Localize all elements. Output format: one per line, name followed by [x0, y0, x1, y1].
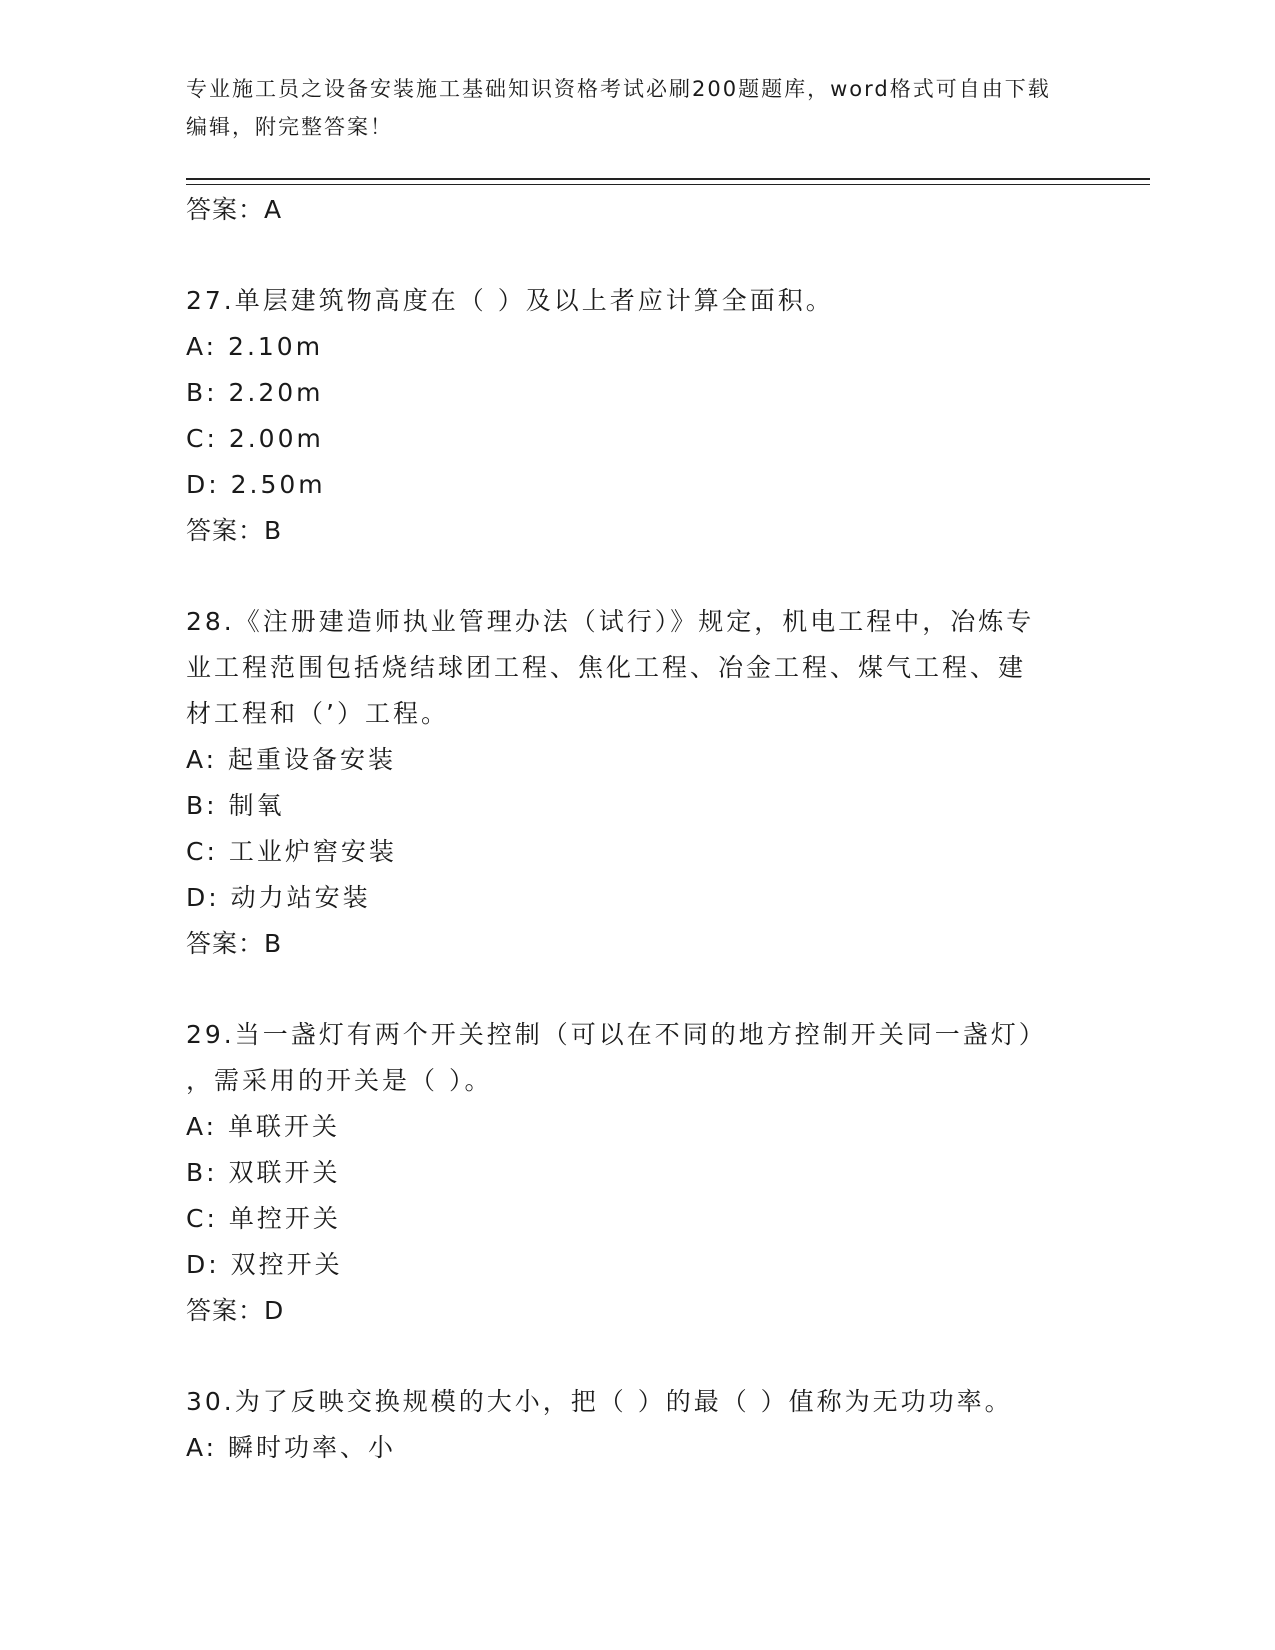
question-stem-line-1: 28.《注册建造师执业管理办法（试行）》规定，机电工程中，冶炼专 [186, 607, 1035, 636]
option-c: C: 工业炉窖安装 [186, 837, 397, 866]
question-stem-line-2: ，需采用的开关是（ ）。 [186, 1066, 493, 1095]
answer-q26: 答案：A [186, 195, 283, 224]
header-rule-thick [186, 178, 1150, 180]
question-27 [186, 278, 1086, 554]
option-a: A: 2.10m [186, 332, 324, 361]
option-d: D: 双控开关 [186, 1250, 343, 1279]
question-stem: 30.为了反映交换规模的大小，把（ ）的最（ ）值称为无功功率。 [186, 1387, 1013, 1416]
option-c: C: 单控开关 [186, 1204, 341, 1233]
option-d: D: 动力站安装 [186, 883, 371, 912]
question-list [186, 187, 1086, 1471]
question-stem: 27.单层建筑物高度在（ ）及以上者应计算全面积。 [186, 286, 834, 315]
option-a: A: 起重设备安装 [186, 745, 397, 774]
option-b: B: 2.20m [186, 378, 324, 407]
option-d: D: 2.50m [186, 470, 326, 499]
option-a: A: 瞬时功率、小 [186, 1433, 397, 1462]
question-28 [186, 599, 1086, 967]
question-29 [186, 1012, 1086, 1334]
header-rule-thin [186, 184, 1150, 185]
option-c: C: 2.00m [186, 424, 324, 453]
answer: 答案：B [186, 516, 283, 545]
question-30 [186, 1379, 1086, 1471]
option-b: B: 双联开关 [186, 1158, 341, 1187]
question-stem-line-2: 业工程范围包括烧结球团工程、焦化工程、冶金工程、煤气工程、建 [186, 653, 1027, 682]
document-header: 专业施工员之设备安装施工基础知识资格考试必刷200题题库，word格式可自由下载编辑，附完整答案！ [186, 77, 1051, 139]
question-stem-line-3: 材工程和（’）工程。 [186, 699, 449, 728]
answer: 答案：D [186, 1296, 285, 1325]
option-b: B: 制氧 [186, 791, 285, 820]
question-stem-line-1: 29.当一盏灯有两个开关控制（可以在不同的地方控制开关同一盏灯） [186, 1020, 1047, 1049]
option-a: A: 单联开关 [186, 1112, 341, 1141]
answer: 答案：B [186, 929, 283, 958]
